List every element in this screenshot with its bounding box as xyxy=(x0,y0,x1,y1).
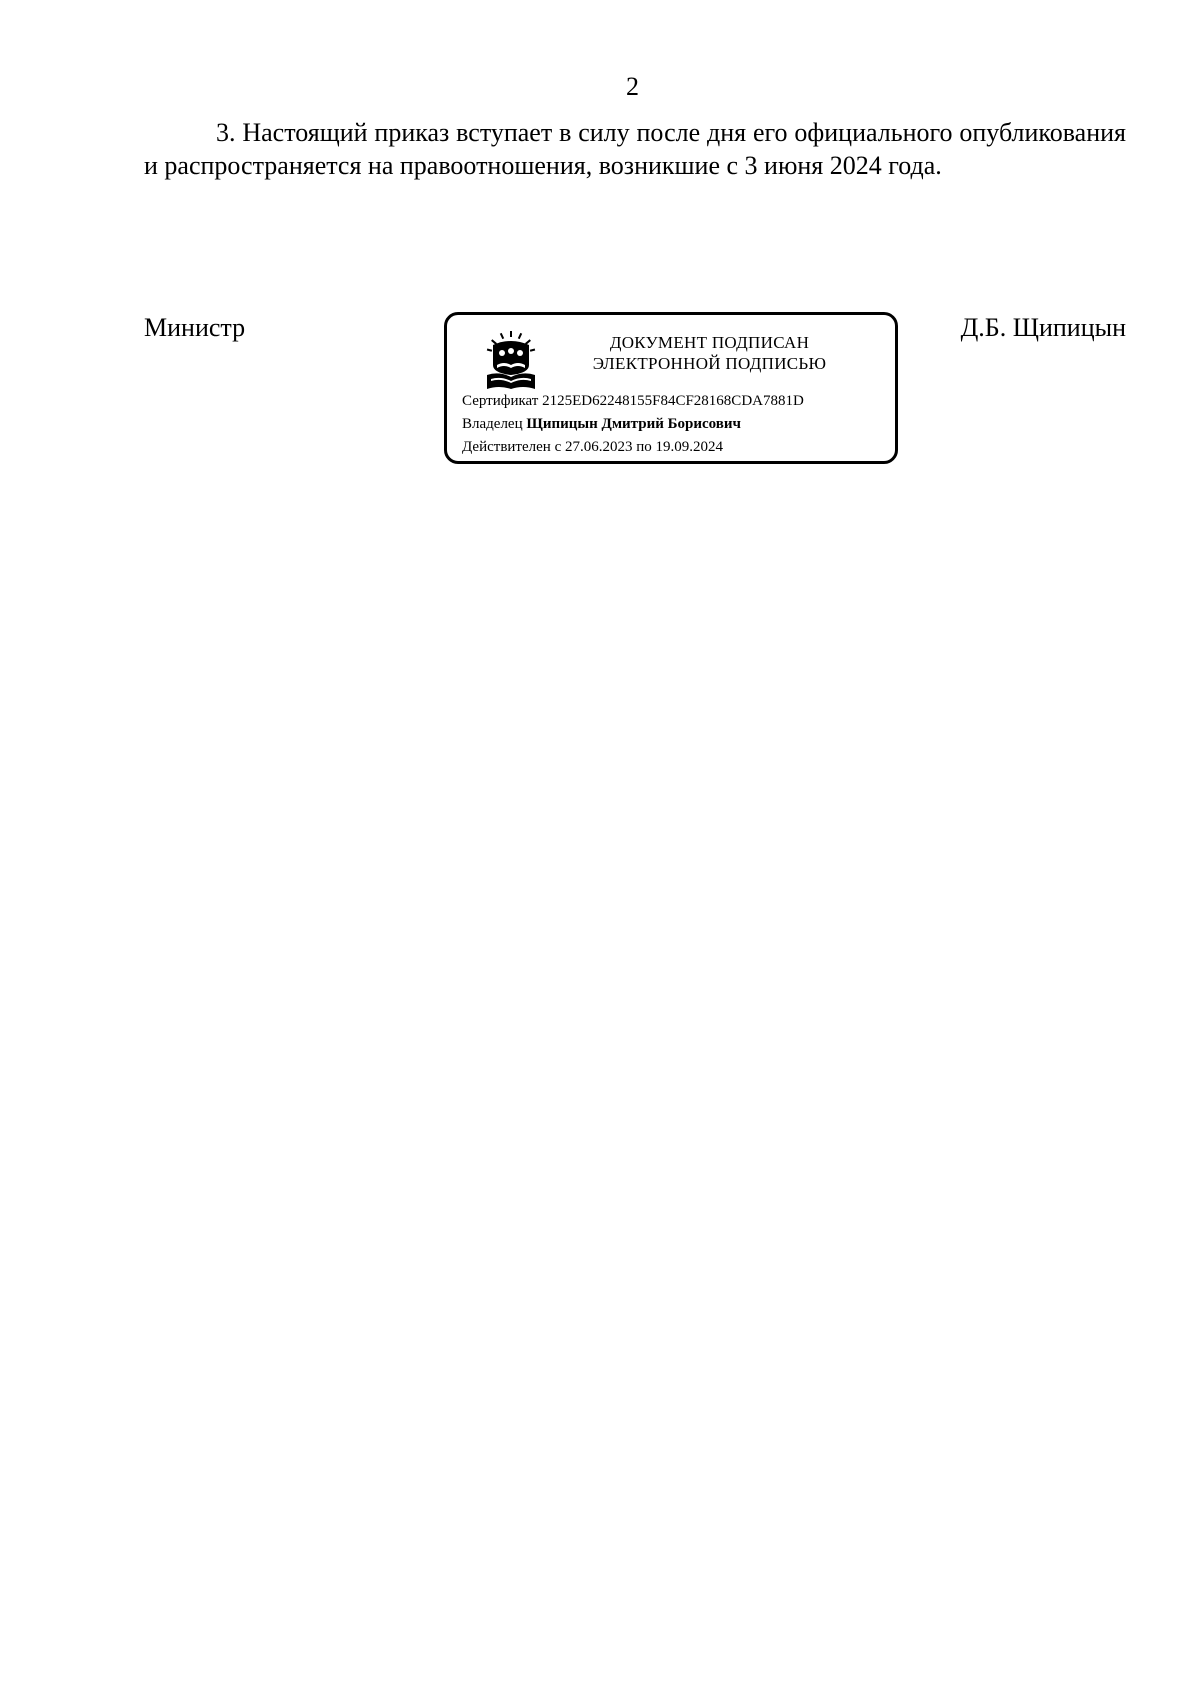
signer-position: Министр xyxy=(144,313,246,342)
valid-from-date: 27.06.2023 xyxy=(564,439,633,455)
valid-to-prefix: по xyxy=(636,439,652,455)
valid-label: Действителен xyxy=(462,439,551,455)
stamp-owner-line xyxy=(462,415,741,433)
stamp-certificate-line xyxy=(462,392,804,410)
stamp-heading-line-2: ЭЛЕКТРОННОЙ ПОДПИСЬЮ xyxy=(592,354,827,373)
valid-to-date: 19.09.2024 xyxy=(655,439,724,455)
regional-emblem-icon xyxy=(485,331,537,391)
signer-name: Д.Б. Щипицын xyxy=(960,313,1126,342)
owner-label: Владелец xyxy=(462,416,523,432)
valid-from-prefix: с xyxy=(554,439,562,455)
owner-value: Щипицын Дмитрий Борисович xyxy=(526,416,742,432)
page-number: 2 xyxy=(626,72,639,101)
stamp-heading-line-1: ДОКУМЕНТ ПОДПИСАН xyxy=(609,333,810,352)
stamp-validity-line xyxy=(462,438,723,456)
order-body xyxy=(144,116,1126,182)
electronic-signature-stamp xyxy=(444,312,898,464)
certificate-value: 2125ED62248155F84CF28168CDA7881D xyxy=(542,393,804,409)
stamp-heading xyxy=(547,332,872,374)
certificate-label: Сертификат xyxy=(462,393,539,409)
order-paragraph-3: 3. Настоящий приказ вступает в силу после дня его официального опубликования и распространяется на правоотношения, возникшие с 3 июня 2024 года. xyxy=(144,118,1126,180)
